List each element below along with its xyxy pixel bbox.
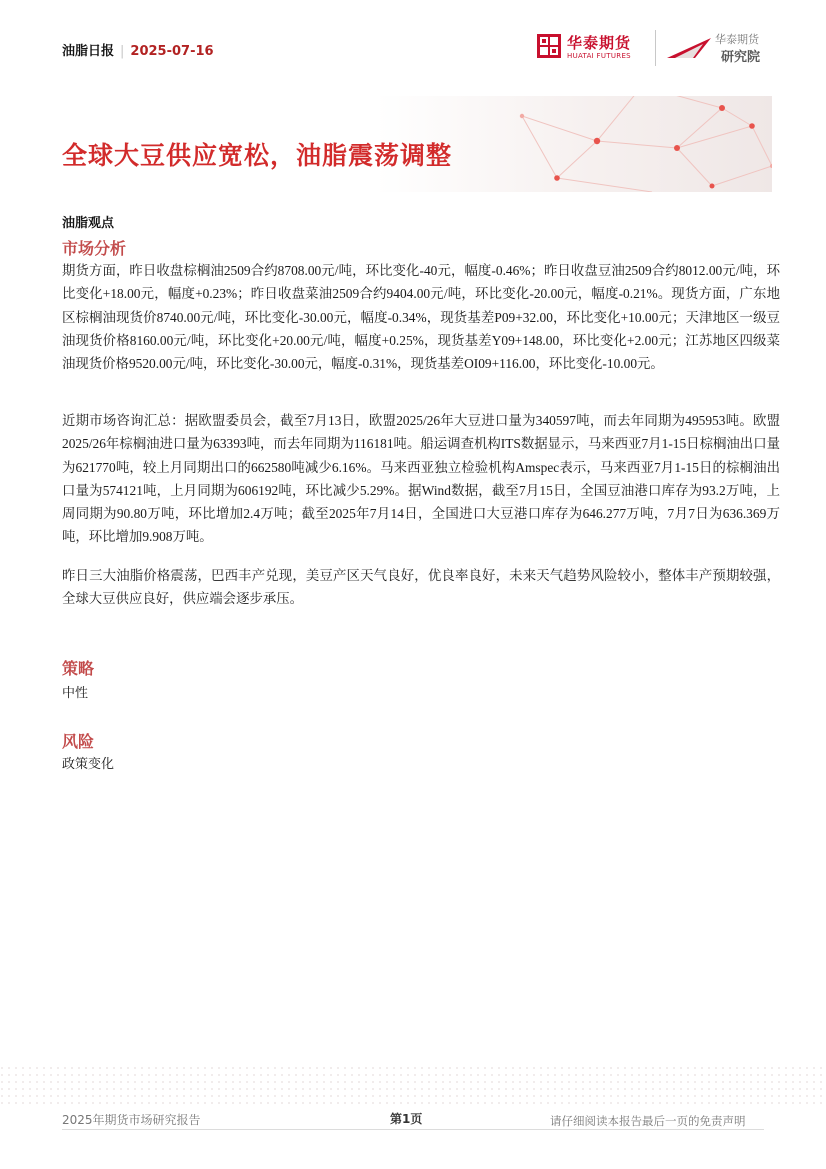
- report-category: 油脂日报: [62, 44, 115, 59]
- logo-divider: [655, 30, 656, 66]
- market-analysis-heading: 市场分析: [62, 239, 127, 258]
- report-date: 2025-07-16: [130, 44, 214, 59]
- header-category-date: [62, 40, 214, 59]
- header-separator: |: [120, 44, 125, 59]
- market-paragraph-news: 近期市场咨询汇总：据欧盟委员会，截至7月13日，欧盟2025/26年大豆进口量为340597吨，而去年同期为495953吨。欧盟2025/26年棕榈油进口量为63393吨，而去年同期为116181吨。船运调查机构ITS数据显示，马来西亚7月1-15日棕榈油出口量为621770吨，较上月同期出口的662580吨减少6.16%。马来西亚独立检验机构Amspec表示，马来西亚7月1-15日的棕榈油出口量为574121吨，上月同期为606192吨，环比减少5.29%。据Wind数据，截至7月15日，全国豆油港口库存为93.2万吨，上周同期为90.80万吨，环比增加2.4万吨；截至2025年7月14日，全国进口大豆港口库存为646.277万吨，7月7日为636.369万吨，环比增加9.908万吨。: [62, 413, 780, 545]
- risk-heading: 风险: [62, 732, 95, 751]
- risk-value: 政策变化: [62, 757, 115, 772]
- market-paragraph-summary: 昨日三大油脂价格震荡，巴西丰产兑现，美豆产区天气良好，优良率良好，未来天气趋势风险较小，整体丰产预期较强，全球大豆供应良好，供应端会逐步承压。: [62, 568, 780, 607]
- logo-chinese-name: 华泰期货: [567, 34, 632, 52]
- footer-report-name: 2025年期货市场研究报告: [62, 1113, 201, 1127]
- strategy-value: 中性: [62, 686, 89, 701]
- page-header: [0, 0, 826, 78]
- report-title: 全球大豆供应宽松，油脂震荡调整: [62, 141, 453, 170]
- research-institute-logo: [665, 28, 775, 68]
- strategy-heading: 策略: [62, 659, 95, 678]
- footer-dot-pattern-icon: [0, 1066, 826, 1106]
- logo-english-name: HUATAI FUTURES: [567, 52, 631, 60]
- institute-name-line1: 华泰期货: [715, 33, 759, 46]
- institute-wing-icon: [665, 34, 713, 62]
- market-paragraph-prices: 期货方面，昨日收盘棕榈油2509合约8708.00元/吨，环比变化-40元，幅度-0.46%；昨日收盘豆油2509合约8012.00元/吨，环比变化+18.00元，幅度+0.23%；昨日收盘菜油2509合约9404.00元/吨，环比变化-20.00元，幅度-0.21%。现货方面，广东地区棕榈油现货价8740.00元/吨，环比变化-30.00元，幅度-0.34%，现货基差P09+32.00，环比变化+10.00元；天津地区一级豆油现货价格8160.00元/吨，环比变化+20.00元/吨，幅度+0.25%，现货基差Y09+148.00，环比变化+2.00元；江苏地区四级菜油现货价格9520.00元/吨，环比变化-30.00元，幅度-0.31%，现货基差OI09+116.00，环比变化-10.00元。: [62, 263, 780, 372]
- footer-disclaimer-note: 请仔细阅读本报告最后一页的免责声明: [550, 1114, 746, 1128]
- huatai-futures-logo: [537, 30, 657, 66]
- view-label: 油脂观点: [62, 216, 115, 231]
- footer-page-number: 第1页: [390, 1112, 423, 1126]
- footer-divider: [62, 1129, 764, 1130]
- institute-name-line2: 研究院: [721, 50, 761, 65]
- huatai-logo-mark-icon: [537, 34, 561, 58]
